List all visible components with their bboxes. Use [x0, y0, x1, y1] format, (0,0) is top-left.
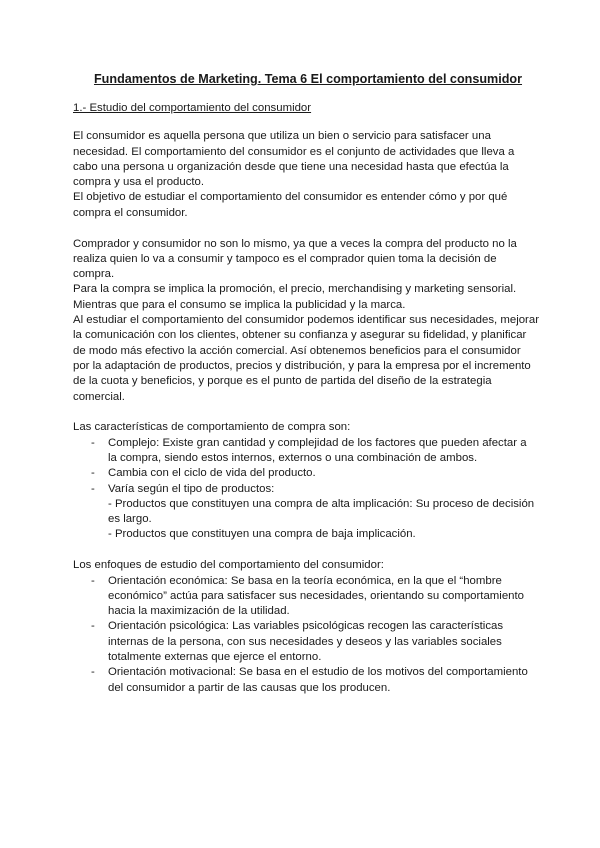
list-item [73, 574, 543, 620]
text-line: comercial. [73, 390, 125, 403]
text-line: Orientación económica: Se basa en la teoría económica, en la que el “hombre [108, 574, 502, 587]
list-item [73, 665, 543, 696]
bullet-list [73, 436, 543, 543]
list-item [73, 619, 543, 665]
text-line: de la cuota y beneficios, y porque es el punto de partida del diseño de la estrategia [73, 375, 492, 388]
bullet-dash: - [91, 436, 95, 449]
paragraph [73, 129, 543, 221]
paragraph [73, 558, 543, 696]
text-line: Al estudiar el comportamiento del consumidor podemos identificar sus necesidades, mejorar [73, 314, 539, 327]
text-line: Los enfoques de estudio del comportamiento del consumidor: [73, 559, 384, 572]
text-line: cabo una persona u organización desde que tiene una necesidad hasta que efectúa la [73, 160, 509, 173]
section-heading: 1.- Estudio del comportamiento del consumidor [73, 102, 312, 114]
text-line: El objetivo de estudiar el comportamiento del consumidor es entender cómo y por qué [73, 191, 508, 204]
text-line: Mientras que para el consumo se implica la publicidad y la marca. [73, 298, 406, 311]
text-line: Complejo: Existe gran cantidad y complejidad de los factores que pueden afectar a [108, 436, 527, 449]
document-title: Fundamentos de Marketing. Tema 6 El comportamiento del consumidor [93, 72, 523, 86]
bullet-dash: - [91, 620, 95, 633]
bullet-dash: - [91, 574, 95, 587]
paragraph [73, 237, 543, 405]
text-line: compra el consumidor. [73, 206, 188, 219]
text-line: realiza quien lo va a consumir y tampoco es el comprador quien toma la decisión de [73, 252, 497, 265]
text-line: Cambia con el ciclo de vida del producto. [108, 467, 316, 480]
text-line: - Productos que constituyen una compra de alta implicación: Su proceso de decisión [108, 497, 535, 510]
text-line: la compra, siendo estos internos, externos o una combinación de ambos. [108, 451, 478, 464]
text-line: Orientación motivacional: Se basa en el estudio de los motivos del comportamiento [108, 666, 528, 679]
list-item [73, 466, 543, 481]
text-line: Las características de comportamiento de compra son: [73, 421, 351, 434]
text-line: del consumidor a partir de las causas que los producen. [108, 681, 391, 694]
document-page [73, 70, 543, 696]
text-line: totalmente externas que ejerce el entorno. [108, 651, 322, 663]
text-line: El consumidor es aquella persona que utiliza un bien o servicio para satisfacer una [73, 130, 491, 143]
bullet-list [73, 574, 543, 696]
text-line: la comunicación con los clientes, obtener su confianza y asegurar su fidelidad, y planificar [73, 329, 527, 342]
text-line: necesidad. El comportamiento del consumidor es el conjunto de actividades que lleva a [73, 145, 515, 158]
bullet-dash: - [91, 666, 95, 679]
text-line: Comprador y consumidor no son lo mismo, ya que a veces la compra del producto no la [73, 237, 517, 250]
text-line: hacia la maximización de la utilidad. [108, 605, 290, 618]
text-line: compra. [73, 268, 115, 281]
text-line: - Productos que constituyen una compra de baja implicación. [108, 528, 416, 541]
bullet-dash: - [91, 482, 95, 495]
text-line: Orientación psicológica: Las variables psicológicas recogen las características [108, 620, 504, 633]
list-item [73, 482, 543, 543]
text-line: económico” actúa para satisfacer sus necesidades, orientando su comportamiento [108, 589, 524, 602]
text-line: compra y usa el producto. [73, 176, 205, 189]
paragraph [73, 420, 543, 542]
text-line: Para la compra se implica la promoción, el precio, merchandising y marketing sensorial. [73, 283, 517, 296]
list-item [73, 436, 543, 467]
bullet-dash: - [91, 467, 95, 480]
text-line: por la adaptación de productos, precios y distribución, y para la empresa por el incremento [73, 359, 531, 372]
text-line: internas de la persona, con sus necesidades y deseos y las variables sociales [108, 635, 502, 648]
text-line: de modo más efectivo la acción comercial. Así obtenemos beneficios para el consumidor [73, 344, 521, 357]
text-line: Varía según el tipo de productos: [108, 482, 275, 495]
document-body [73, 129, 543, 696]
text-line: es largo. [108, 513, 152, 526]
